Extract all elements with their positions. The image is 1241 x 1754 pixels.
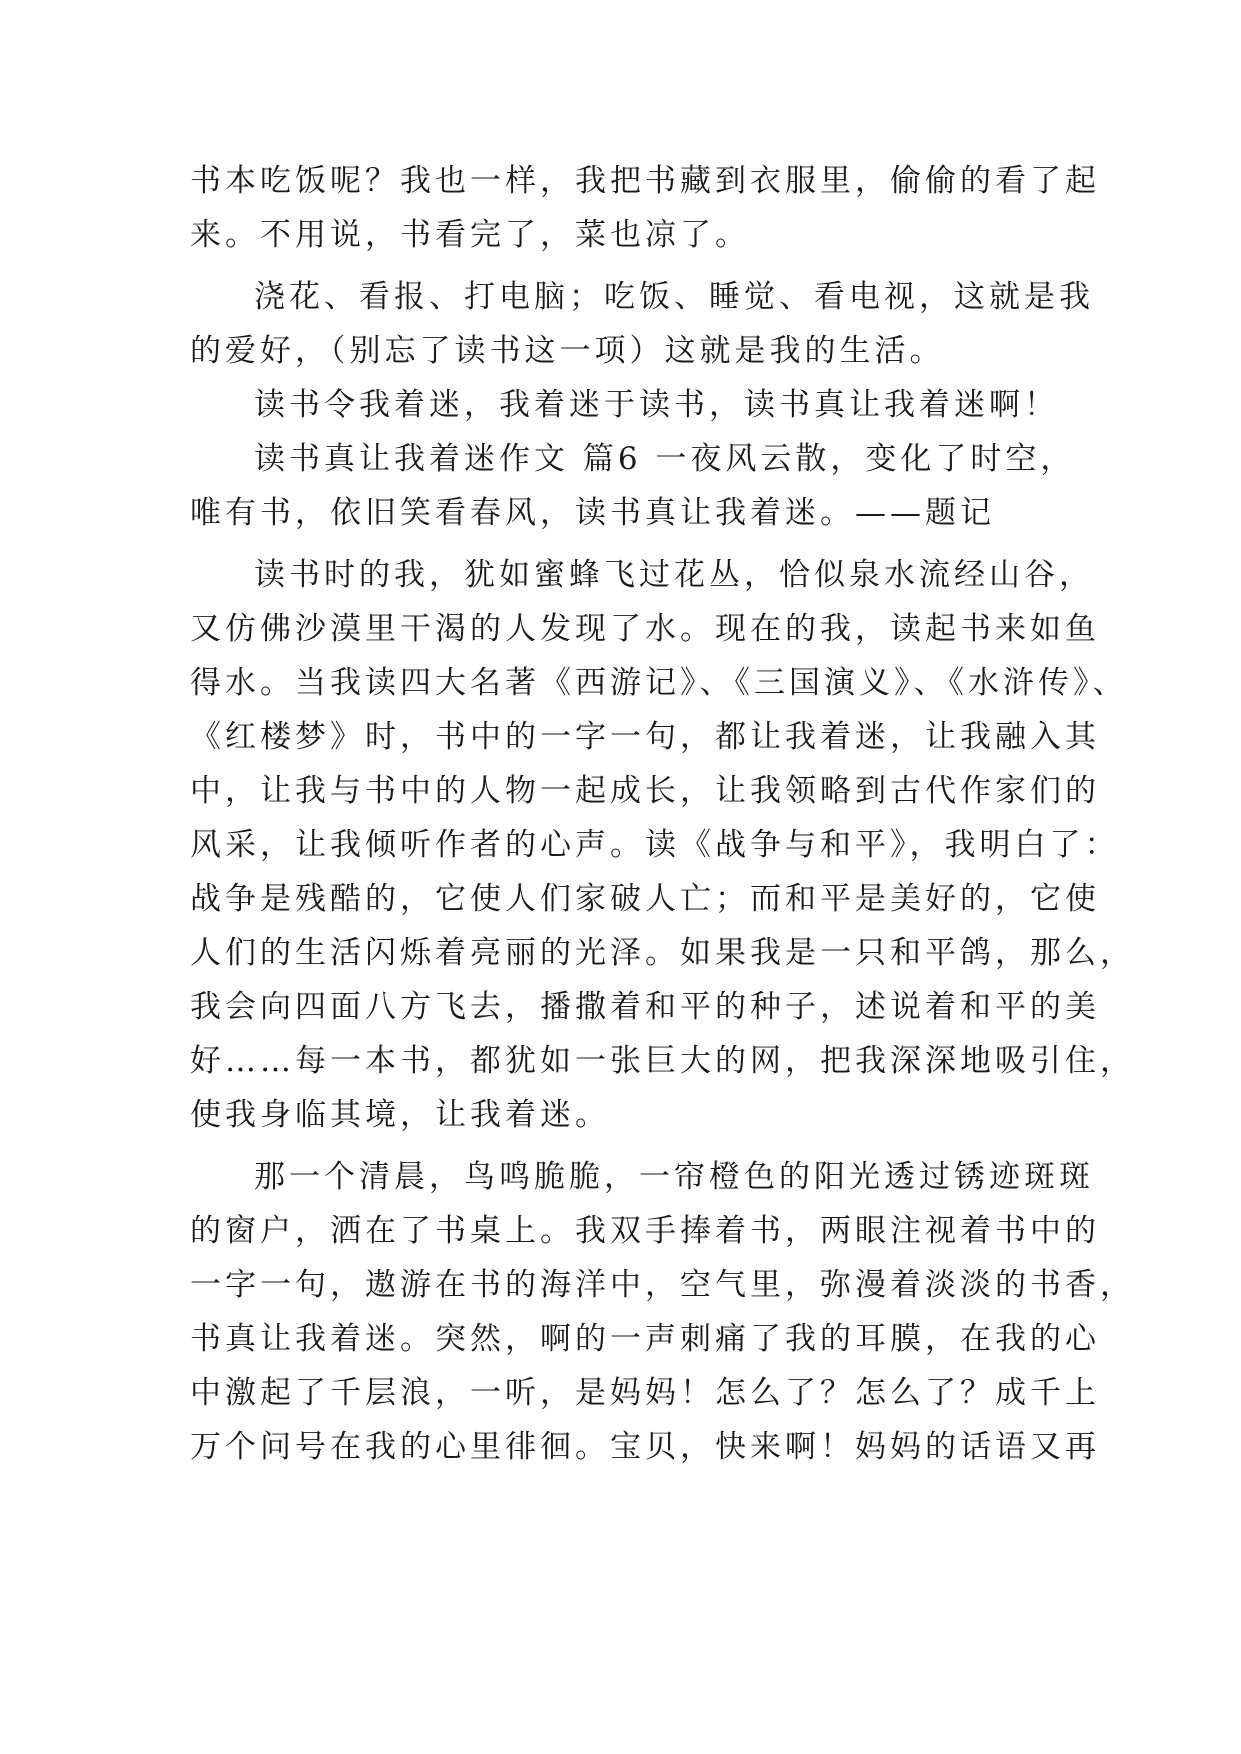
text-line: 浇花、看报、打电脑；吃饭、睡觉、看电视，这就是我 [254,279,1094,315]
text-line: 好……每一本书，都犹如一张巨大的网，把我深深地吸引住， [190,1043,1135,1079]
text-line: 那一个清晨，鸟鸣脆脆，一帘橙色的阳光透过锈迹斑斑 [254,1159,1094,1195]
text-line: 读书令我着迷，我着迷于读书，读书真让我着迷啊！ [254,387,1059,423]
section-heading-line: 读书真让我着迷作文 篇6 一夜风云散，变化了时空， [254,441,1076,477]
text-line: 来。不用说，书看完了，菜也凉了。 [190,217,750,253]
text-line: 一字一句，遨游在书的海洋中，空气里，弥漫着淡淡的书香， [190,1267,1135,1303]
text-line: 中激起了千层浪，一听，是妈妈！怎么了？怎么了？成千上 [190,1375,1100,1411]
text-line: 读书时的我，犹如蜜蜂飞过花丛，恰似泉水流经山谷， [254,557,1094,593]
text-line: 风采，让我倾听作者的心声。读《战争与和平》，我明白了： [190,827,1120,863]
text-line: 书真让我着迷。突然，啊的一声刺痛了我的耳膜，在我的心 [190,1321,1100,1357]
text-line: 人们的生活闪烁着亮丽的光泽。如果我是一只和平鸽，那么， [190,935,1135,971]
text-line: 又仿佛沙漠里干渴的人发现了水。现在的我，读起书来如鱼 [190,611,1100,647]
text-line: 书本吃饭呢？我也一样，我把书藏到衣服里，偷偷的看了起 [190,163,1100,199]
essay-body [190,160,1135,1468]
text-line: 《红楼梦》时，书中的一字一句，都让我着迷，让我融入其 [190,719,1100,755]
text-line: 唯有书，依旧笑看春风，读书真让我着迷。——题记 [190,495,995,531]
text-line: 的窗户，洒在了书桌上。我双手捧着书，两眼注视着书中的 [190,1213,1100,1249]
text-line: 的爱好，（别忘了读书这一项）这就是我的生活。 [190,333,945,369]
text-line: 中，让我与书中的人物一起成长，让我领略到古代作家们的 [190,773,1100,809]
text-line: 使我身临其境，让我着迷。 [190,1097,610,1133]
text-line: 万个问号在我的心里徘徊。宝贝，快来啊！妈妈的话语又再 [190,1429,1100,1465]
text-line: 得水。当我读四大名著《西游记》、《三国演义》、《水浒传》、 [190,665,1128,701]
text-line: 战争是残酷的，它使人们家破人亡；而和平是美好的，它使 [190,881,1100,917]
text-line: 我会向四面八方飞去，播撒着和平的种子，述说着和平的美 [190,989,1100,1025]
